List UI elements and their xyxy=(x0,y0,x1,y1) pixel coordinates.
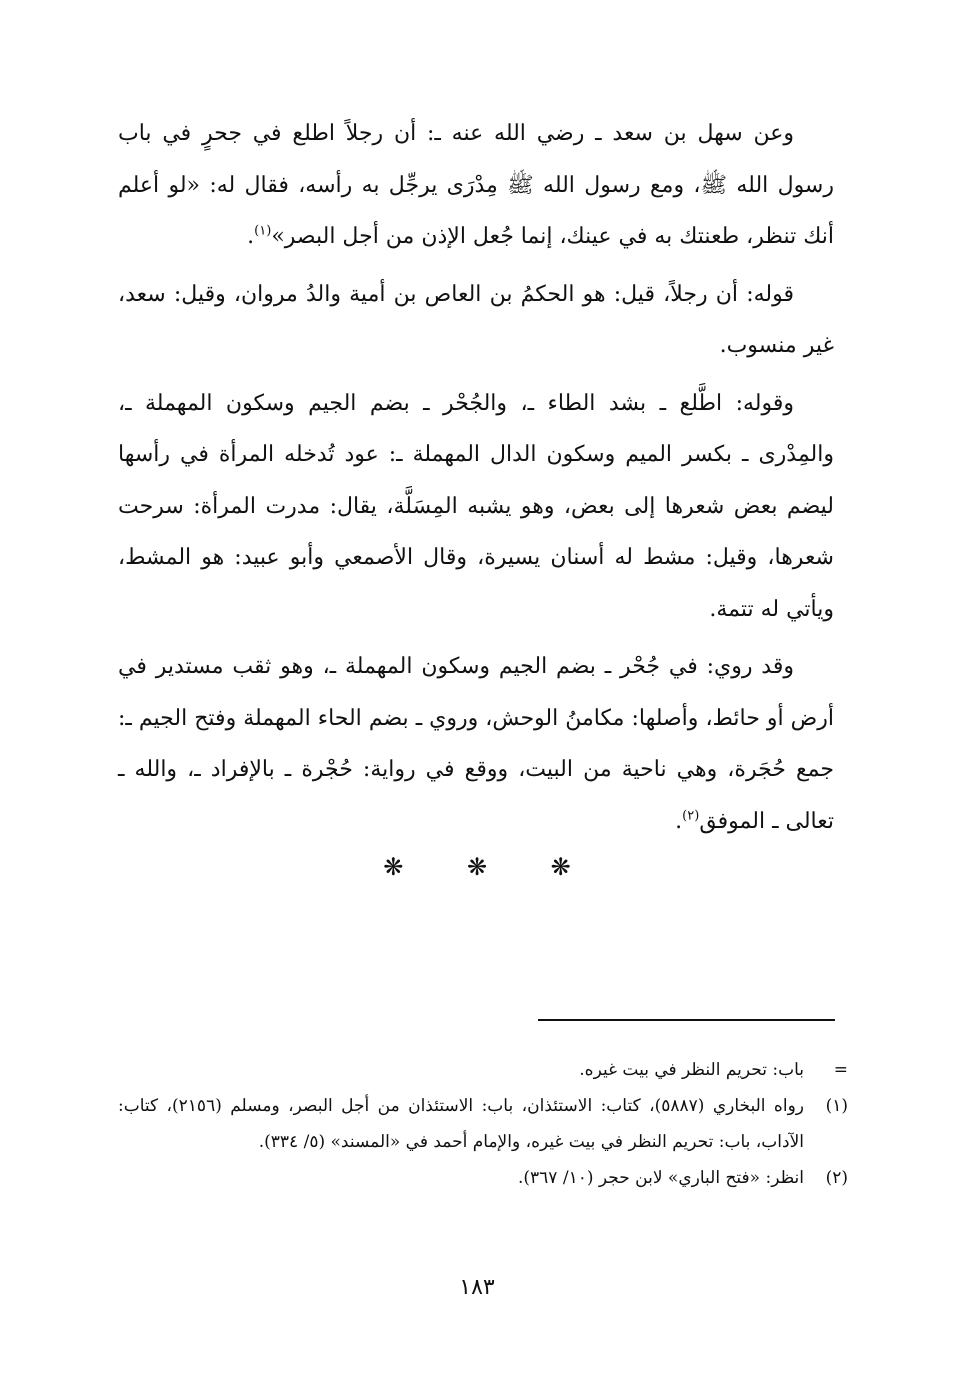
footnote-text: باب: تحريم النظر في بيت غيره. xyxy=(579,1060,804,1080)
page-number: ١٨٣ xyxy=(459,1275,495,1300)
footnote-text: انظر: «فتح الباري» لابن حجر (١٠/ ٣٦٧). xyxy=(517,1168,804,1188)
paragraph-commentary-3-text: وقد روي: في جُحْر ـ بضم الجيم وسكون المهملة ـ، وهو ثقب مستدير في أرض أو حائط، وأصلها: مكامنُ الوحش، وروي ـ بضم الحاء المهملة وفتح الجيم ـ: جمع حُجَرة، وهي ناحية من البيت، ووقع في رواية: حُجْرة ـ بالإفراد ـ، والله ـ تعالى ـ الموفق xyxy=(118,654,834,834)
section-separator: ❋ ❋ ❋ xyxy=(383,853,599,881)
footnote-2 xyxy=(118,1160,848,1196)
paragraph-hadith xyxy=(118,108,834,263)
footnote-text: رواه البخاري (٥٨٨٧)، كتاب: الاستئذان، باب: الاستئذان من أجل البصر، ومسلم (٢١٥٦)، كتاب: الآداب، باب: تحريم النظر في بيت غيره، والإمام أحمد في «المسند» (٥/ ٣٣٤). xyxy=(118,1096,804,1152)
paragraph-commentary-3-end: . xyxy=(675,808,683,834)
footnote-number: (١) xyxy=(825,1096,848,1116)
footnote-1 xyxy=(118,1088,848,1160)
main-text xyxy=(118,108,834,853)
footnote-number: (٢) xyxy=(825,1168,848,1188)
paragraph-commentary-1: قوله: أن رجلاً، قيل: هو الحكمُ بن العاص بن أمية والدُ مروان، وقيل: سعد، غير منسوب. xyxy=(118,281,834,358)
footnotes xyxy=(118,1052,848,1196)
paragraph-hadith-end: . xyxy=(247,224,255,249)
footnote-divider xyxy=(538,1019,835,1021)
paragraph-commentary-3 xyxy=(118,641,834,847)
footnote-marker: = xyxy=(833,1060,848,1080)
paragraph-commentary-2: وقوله: اطَّلع ـ بشد الطاء ـ، والجُحْر ـ بضم الجيم وسكون المهملة ـ، والمِدْرى ـ بكسر الميم وسكون الدال المهملة ـ: عود تُدخله المرأة في رأسها ليضم بعض شعرها إلى بعض، وهو يشبه المِسَلَّة، يقال: مدرت المرأة: سرحت شعرها، وقيل: مشط له أسنان يسيرة، وقال الأصمعي وأبو عبيد: هو المشط، ويأتي له تتمة. xyxy=(118,390,834,622)
paragraph-hadith-text: وعن سهل بن سعد ـ رضي الله عنه ـ: أن رجلاً اطلع في جحرٍ في باب رسول الله ﷺ، ومع رسول الله ﷺ مِدْرَى يرجِّل به رأسه، فقال له: «لو أعلم أنك تنظر، طعنتك به في عينك، إنما جُعل الإذن من أجل البصر» xyxy=(118,121,834,249)
footnote-reference-2[interactable]: (٢) xyxy=(682,808,700,824)
footnote-reference-1[interactable]: (١) xyxy=(254,223,272,239)
footnote-continued xyxy=(118,1052,848,1088)
